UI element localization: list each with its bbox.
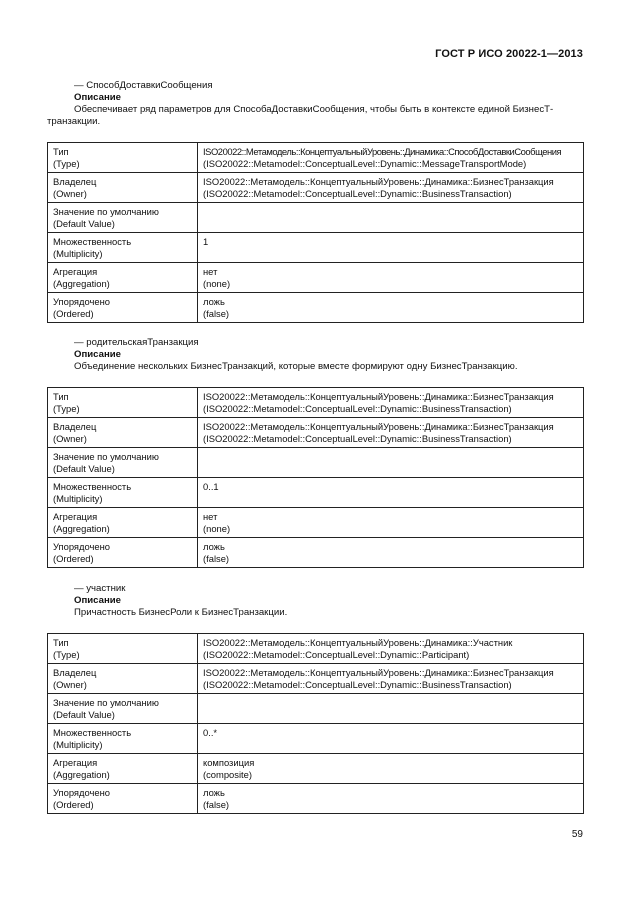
value-en: (false) [203, 799, 230, 810]
key-en: (Aggregation) [53, 523, 110, 534]
row-key [48, 724, 198, 754]
value-en: (ISO20022::Metamodel::ConceptualLevel::Dynamic::MessageTransportMode) [203, 158, 527, 169]
section-intro [74, 583, 583, 619]
description-text: Объединение нескольких БизнесТранзакций, которые вместе формируют одну БизнесТранзакцию. [74, 361, 518, 372]
key-en: (Aggregation) [53, 769, 110, 780]
description-text: Причастность БизнесРоли к БизнесТранзакции. [74, 607, 288, 618]
key-ru: Тип [53, 637, 69, 648]
row-value [198, 694, 584, 724]
value-ru: 0..1 [203, 481, 219, 492]
key-en: (Type) [53, 649, 80, 660]
key-en: (Owner) [53, 679, 87, 690]
row-value [198, 143, 584, 173]
description-text: Обеспечивает ряд параметров для СпособаДоставкиСообщения, чтобы быть в контексте единой БизнесТ-транзакции. [47, 104, 554, 127]
key-ru: Владелец [53, 667, 97, 678]
value-en: (ISO20022::Metamodel::ConceptualLevel::Dynamic::BusinessTransaction) [203, 403, 512, 414]
attribute-name: — родительскаяТранзакция [74, 337, 199, 348]
row-key [48, 263, 198, 293]
document-header: ГОСТ Р ИСО 20022-1—2013 [435, 48, 583, 60]
row-value [198, 173, 584, 203]
key-ru: Упорядочено [53, 541, 110, 552]
table-row [48, 448, 584, 478]
value-ru: 1 [203, 236, 209, 247]
table-row [48, 478, 584, 508]
key-ru: Тип [53, 146, 69, 157]
row-key [48, 538, 198, 568]
value-en: (false) [203, 553, 230, 564]
row-value [198, 448, 584, 478]
key-ru: Значение по умолчанию [53, 206, 159, 217]
value-ru: ISO20022::Метамодель::КонцептуальныйУровень::Динамика::БизнесТранзакция [203, 176, 554, 187]
row-value [198, 538, 584, 568]
key-en: (Owner) [53, 433, 87, 444]
value-en: (composite) [203, 769, 252, 780]
key-ru: Владелец [53, 176, 97, 187]
row-key [48, 448, 198, 478]
row-value [198, 233, 584, 263]
attribute-table [47, 142, 584, 323]
attribute-section-participant [47, 583, 583, 814]
key-en: (Owner) [53, 188, 87, 199]
table-row [48, 538, 584, 568]
key-en: (Ordered) [53, 799, 94, 810]
row-key [48, 293, 198, 323]
value-ru: ISO20022::Метамодель::КонцептуальныйУровень::Динамика::Участник [203, 637, 513, 648]
key-ru: Владелец [53, 421, 97, 432]
attribute-table [47, 387, 584, 568]
description-heading: Описание [74, 349, 121, 360]
row-value [198, 784, 584, 814]
value-ru: нет [203, 266, 218, 277]
row-value [198, 664, 584, 694]
key-ru: Множественность [53, 236, 132, 247]
value-en: (none) [203, 523, 231, 534]
section-intro [74, 337, 583, 373]
value-en: (false) [203, 308, 230, 319]
row-key [48, 664, 198, 694]
key-en: (Multiplicity) [53, 493, 103, 504]
row-key [48, 694, 198, 724]
value-ru: нет [203, 511, 218, 522]
value-ru: ISO20022::Метамодель::КонцептуальныйУровень::Динамика::БизнесТранзакция [203, 391, 554, 402]
row-value [198, 478, 584, 508]
table-row [48, 634, 584, 664]
table-row [48, 388, 584, 418]
table-row [48, 754, 584, 784]
row-value [198, 754, 584, 784]
key-ru: Значение по умолчанию [53, 451, 159, 462]
table-row [48, 724, 584, 754]
value-en: (ISO20022::Metamodel::ConceptualLevel::Dynamic::BusinessTransaction) [203, 188, 512, 199]
row-value [198, 293, 584, 323]
key-ru: Тип [53, 391, 69, 402]
key-en: (Ordered) [53, 553, 94, 564]
table-row [48, 664, 584, 694]
row-key [48, 754, 198, 784]
value-ru: 0..* [203, 727, 218, 738]
table-row [48, 203, 584, 233]
row-value [198, 203, 584, 233]
row-key [48, 173, 198, 203]
table-row [48, 173, 584, 203]
value-en: (none) [203, 278, 231, 289]
key-ru: Значение по умолчанию [53, 697, 159, 708]
table-row [48, 694, 584, 724]
table-row [48, 784, 584, 814]
key-en: (Multiplicity) [53, 739, 103, 750]
row-key [48, 784, 198, 814]
table-row [48, 418, 584, 448]
row-value [198, 634, 584, 664]
row-value [198, 724, 584, 754]
row-key [48, 418, 198, 448]
key-en: (Default Value) [53, 709, 115, 720]
key-en: (Type) [53, 403, 80, 414]
key-ru: Упорядочено [53, 787, 110, 798]
value-ru: ложь [203, 541, 225, 552]
attribute-section-message-transport-mode [47, 80, 583, 323]
table-row [48, 233, 584, 263]
row-value [198, 418, 584, 448]
row-key [48, 388, 198, 418]
attribute-table [47, 633, 584, 814]
value-ru: композиция [203, 757, 255, 768]
attribute-name: — СпособДоставкиСообщения [74, 80, 213, 91]
key-en: (Aggregation) [53, 278, 110, 289]
key-en: (Default Value) [53, 218, 115, 229]
key-ru: Упорядочено [53, 296, 110, 307]
key-en: (Multiplicity) [53, 248, 103, 259]
key-ru: Агрегация [53, 266, 98, 277]
row-value [198, 388, 584, 418]
key-ru: Агрегация [53, 511, 98, 522]
value-ru: ложь [203, 787, 225, 798]
row-key [48, 478, 198, 508]
description-heading: Описание [74, 92, 121, 103]
value-ru: ISO20022::Метамодель::КонцептуальныйУровень::Динамика::БизнесТранзакция [203, 421, 554, 432]
table-row [48, 508, 584, 538]
value-ru: ISO20022::Метамодель::КонцептуальныйУровень::Динамика::СпособДоставкиСообщения [203, 146, 562, 157]
table-row [48, 263, 584, 293]
key-ru: Множественность [53, 481, 132, 492]
description-heading: Описание [74, 595, 121, 606]
row-value [198, 508, 584, 538]
table-row [48, 143, 584, 173]
key-ru: Множественность [53, 727, 132, 738]
row-key [48, 203, 198, 233]
row-key [48, 143, 198, 173]
row-key [48, 233, 198, 263]
key-en: (Ordered) [53, 308, 94, 319]
key-en: (Default Value) [53, 463, 115, 474]
value-ru: ложь [203, 296, 225, 307]
section-intro [47, 80, 583, 128]
row-key [48, 634, 198, 664]
row-value [198, 263, 584, 293]
key-ru: Агрегация [53, 757, 98, 768]
attribute-name: — участник [74, 583, 126, 594]
value-en: (ISO20022::Metamodel::ConceptualLevel::Dynamic::Participant) [203, 649, 470, 660]
value-en: (ISO20022::Metamodel::ConceptualLevel::Dynamic::BusinessTransaction) [203, 433, 512, 444]
attribute-section-parent-transaction [47, 337, 583, 568]
value-en: (ISO20022::Metamodel::ConceptualLevel::Dynamic::BusinessTransaction) [203, 679, 512, 690]
page-number: 59 [571, 829, 583, 840]
table-row [48, 293, 584, 323]
key-en: (Type) [53, 158, 80, 169]
row-key [48, 508, 198, 538]
value-ru: ISO20022::Метамодель::КонцептуальныйУровень::Динамика::БизнесТранзакция [203, 667, 554, 678]
